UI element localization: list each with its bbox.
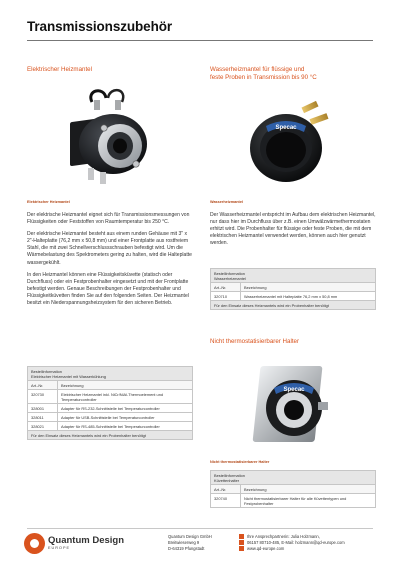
column-header-artnr: Art.-Nr.	[28, 381, 58, 389]
contact-person: Ihre Ansprechpartnerin: Julia Holzmann,	[247, 534, 320, 539]
logo-wordmark	[48, 536, 124, 550]
column-header-artnr: Art.-Nr.	[211, 283, 241, 291]
column-header-artnr: Art.-Nr.	[211, 485, 241, 493]
cell-artnr: 320740	[211, 494, 241, 507]
holder-photo	[242, 352, 342, 452]
electric-heater-paragraph: Der elektrische Heizmantel eignet sich für Transmissionsmessungen von Flüssigkeiten oder Feststoffen von Raumtemperatur bis 250 °C.	[27, 212, 190, 226]
cell-artnr: 328001	[28, 404, 58, 412]
order-table-row	[28, 403, 192, 412]
order-table-row	[211, 291, 375, 300]
website-link[interactable]: www.qd-europe.com	[247, 546, 285, 552]
svg-text:Specac: Specac	[275, 125, 297, 131]
order-table-column-headers	[211, 282, 375, 291]
section-title-electric-heater: Elektrischer Heizmantel	[27, 66, 92, 73]
cell-description: Nicht thermostatisierbarer Halter für alle Küvettentypen und Festprobenhalter	[244, 495, 347, 506]
order-table-holder	[210, 470, 376, 508]
holder-illustration	[242, 352, 342, 452]
order-table-note: Für den Einsatz dieses Heizmantels wird ein Probenhalter benötigt	[28, 430, 192, 439]
cell-artnr: 328011	[28, 413, 58, 421]
column-header-description: Bezeichnung	[244, 486, 267, 492]
electric-heater-paragraph: In den Heizmantel können eine Flüssigkeitsküvette (statisch oder Durchfluss) oder ein Festprobenhalter eingesetzt und mit der Frontplatte befestigt werden. Genaue Beschreibungen der Festprobenhalter und Flüssigkeitküvetten finden Sie auf den folgenden Seiten. Der Heizmantel besitzt ein Niederspannungsheizsystem für den sicheren Betrieb.	[27, 271, 189, 307]
electric-heater-paragraph: Der elektrische Heizmantel besteht aus einem runden Gehäuse mit 3" x 2"-Halteplatte (76,2 mm x 50,8 mm) und einer Frontplatte aus rostfreiem Stahl, die mit zwei Schnellverschlussschrauben befestigt wird. Um die Wärmebelastung des Spektrometers gering zu halten, wird die Halteplatte wassergekühlt.	[27, 231, 192, 266]
water-heater-description	[210, 212, 376, 252]
cell-description: Wasserheizmantel mit Halteplatte 76,2 mm x 50,8 mm	[244, 293, 338, 299]
address-line: Quantum Design GmbH	[168, 534, 212, 539]
phone-icon	[239, 540, 244, 545]
order-table-column-headers	[211, 484, 375, 493]
order-table-row	[28, 421, 192, 430]
electric-heater-description	[27, 212, 193, 312]
order-table-electric-heater	[27, 366, 193, 440]
cell-description: Adapter für USB-Schnittstelle bei Temperaturcontroller	[61, 414, 155, 420]
column-header-description: Bezeichnung	[61, 382, 84, 388]
column-header-description: Bezeichnung	[244, 284, 267, 290]
water-heater-illustration	[240, 86, 340, 196]
section-title-water-heater	[210, 66, 317, 82]
electric-heater-illustration	[58, 84, 158, 194]
order-table-row	[211, 493, 375, 507]
logo-subtitle: EUROPE	[48, 545, 71, 550]
electric-heater-caption: Elektrischer Heizmantel	[27, 200, 70, 204]
water-heater-caption: Wasserheizmantel	[210, 200, 243, 204]
cell-artnr: 328021	[28, 422, 58, 430]
company-address	[168, 534, 212, 552]
water-heater-paragraph: Der Wasserheizmantel entspricht im Aufbau dem elektrischen Heizmantel, nur dass hier im Durchfluss über z.B. einen Umwälzwärmethermostaten erhitzt wird. Die Probenhalter für flüssige oder feste Proben, die mit dem elektrischen Heizmantel verwendet werden, können auch hier genutzt werden.	[210, 212, 376, 247]
water-heater-photo	[240, 86, 340, 196]
svg-text:Specac: Specac	[283, 387, 305, 393]
page-title: Transmissionszubehör	[27, 19, 173, 34]
order-table-heading: Bestellinformation	[214, 270, 245, 276]
contact-info	[247, 534, 345, 552]
order-table-subheading: Wasserheizmantel	[214, 275, 246, 281]
section-title-line: feste Proben in Transmission bis 90 °C	[210, 73, 317, 81]
contact-icons	[239, 534, 244, 552]
order-table-row	[28, 412, 192, 421]
footer-divider	[27, 528, 373, 529]
cell-description: Adapter für RS-485-Schnittstelle bei Temperaturcontroller	[61, 423, 160, 429]
cell-description: Adapter für RS-232-Schnittstelle bei Temperaturcontroller	[61, 405, 160, 411]
order-table-header	[211, 471, 375, 484]
cell-artnr: 320710	[211, 292, 241, 300]
contact-person-icon	[239, 534, 244, 539]
holder-caption: Nicht thermostatisierbarer Halter	[210, 460, 270, 464]
order-table-heading: Bestellinformation	[214, 472, 245, 478]
order-table-column-headers	[28, 380, 192, 389]
order-table-water-heater	[210, 268, 376, 310]
order-table-note: Für den Einsatz dieses Heizmantels wird ein Probenhalter benötigt	[211, 300, 375, 309]
cell-artnr: 320730	[28, 390, 58, 403]
order-table-heading: Bestellinformation	[31, 368, 62, 374]
web-icon	[239, 546, 244, 551]
order-table-header	[28, 367, 192, 380]
electric-heater-photo	[58, 84, 158, 194]
logo-mark-icon	[24, 533, 45, 554]
cell-description: Elektrischer Heizmantel inkl. NiCr/NiAl-Thermoelement und Temperaturcontroller	[61, 391, 164, 402]
logo-name: Quantum Design	[48, 535, 125, 547]
order-table-row	[28, 389, 192, 403]
title-divider	[27, 40, 373, 41]
order-table-subheading: Elektrischer Heizmantel mit Wasserkühlung	[31, 373, 106, 379]
section-title-line: Wasserheizmantel für flüssige und	[210, 66, 305, 73]
contact-phone-email[interactable]: 06157 80710-485, E-Mail: holzmann@qd-europe.com	[247, 540, 345, 546]
order-table-subheading: Küvettenhalter	[214, 477, 240, 483]
section-title-holder: Nicht thermostatisierbarer Halter	[210, 338, 300, 345]
address-line: Breitwieserweg 9	[168, 540, 200, 546]
order-table-header	[211, 269, 375, 282]
company-logo	[24, 533, 124, 554]
address-line: D-64319 Pfungstadt	[168, 546, 205, 552]
